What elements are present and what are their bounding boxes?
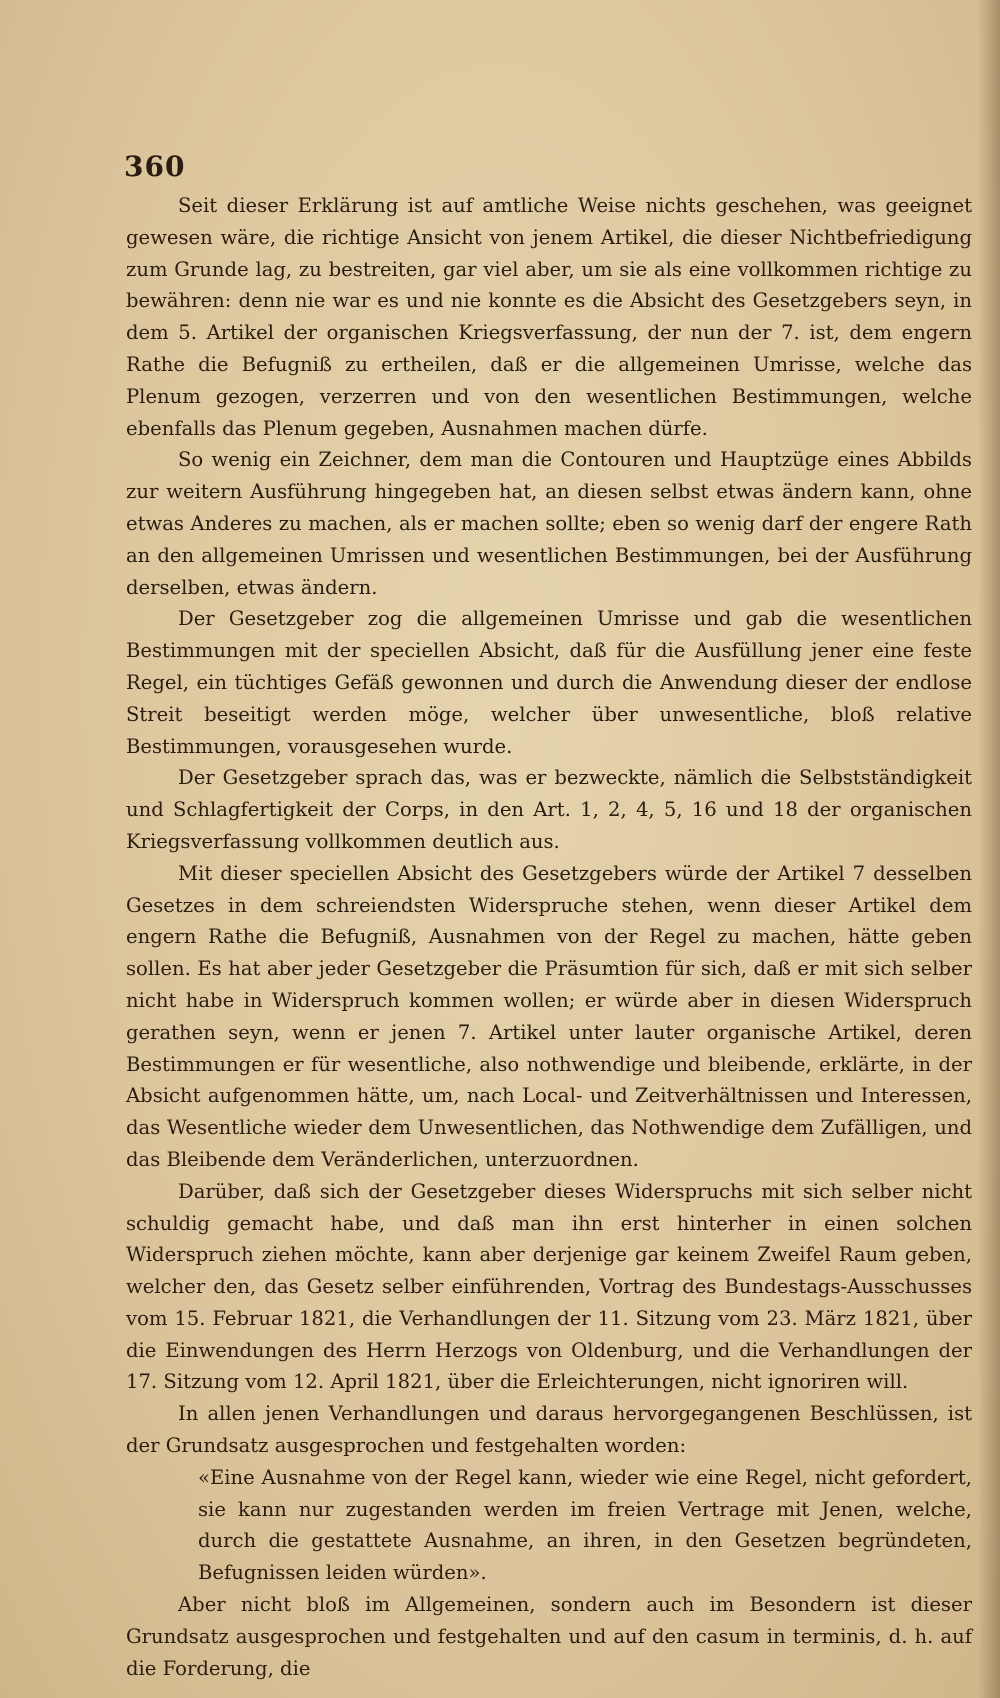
body-text	[126, 190, 972, 1684]
paragraph: Der Gesetzgeber sprach das, was er bezweckte, nämlich die Selbstständigkeit und Schlagfertigkeit der Corps, in den Art. 1, 2, 4, 5, 16 und 18 der organischen Kriegsverfassung vollkommen deutlich aus.	[126, 766, 972, 853]
paragraph: Mit dieser speciellen Absicht des Gesetzgebers würde der Artikel 7 desselben Gesetzes in dem schreiendsten Widerspruche stehen, wenn dieser Artikel dem engern Rathe die Befugniß, Ausnahmen von der Regel zu machen, hätte geben sollen. Es hat aber jeder Gesetzgeber die Präsumtion für sich, daß er mit sich selber nicht habe in Widerspruch kommen wollen; er würde aber in diesen Widerspruch gerathen seyn, wenn er jenen 7. Artikel unter lauter organische Artikel, deren Bestimmungen er für wesentliche, also nothwendige und bleibende, erklärte, in der Absicht aufgenommen hätte, um, nach Local- und Zeitverhältnissen und Interessen, das Wesentliche wieder dem Unwesentlichen, das Nothwendige dem Zufälligen, und das Bleibende dem Veränderlichen, unterzuordnen.	[126, 861, 972, 1171]
paragraph: In allen jenen Verhandlungen und daraus hervorgegangenen Beschlüssen, ist der Grundsatz ausgesprochen und festgehalten worden:	[126, 1402, 972, 1458]
paragraph: So wenig ein Zeichner, dem man die Contouren und Hauptzüge eines Abbilds zur weitern Ausführung hingegeben hat, an diesen selbst etwas ändern kann, ohne etwas Anderes zu machen, als er machen sollte; eben so wenig darf der engere Rath an den allgemeinen Umrissen und wesentlichen Bestimmungen, bei der Ausführung derselben, etwas ändern.	[126, 448, 972, 599]
block-quote: «Eine Ausnahme von der Regel kann, wieder wie eine Regel, nicht gefordert, sie kann nur zugestanden werden im freien Vertrage mit Jenen, welche, durch die gestattete Ausnahme, an ihren, in den Gesetzen begründeten, Befugnissen leiden würden».	[198, 1465, 972, 1585]
paragraph: Seit dieser Erklärung ist auf amtliche Weise nichts geschehen, was geeignet gewesen wäre, die richtige Ansicht von jenem Artikel, die dieser Nichtbefriedigung zum Grunde lag, zu bestreiten, gar viel aber, um sie als eine vollkommen richtige zu bewähren: denn nie war es und nie konnte es die Absicht des Gesetzgebers seyn, in dem 5. Artikel der organischen Kriegsverfassung, der nun der 7. ist, dem engern Rathe die Befugniß zu ertheilen, daß er die allgemeinen Umrisse, welche das Plenum gezogen, verzerren und von den wesentlichen Bestimmungen, welche ebenfalls das Plenum gegeben, Ausnahmen machen dürfe.	[126, 194, 972, 440]
paragraph: Darüber, daß sich der Gesetzgeber dieses Widerspruchs mit sich selber nicht schuldig gemacht habe, und daß man ihn erst hinterher in einen solchen Widerspruch ziehen möchte, kann aber derjenige gar keinem Zweifel Raum geben, welcher den, das Gesetz selber einführenden, Vortrag des Bundestags-Ausschusses vom 15. Februar 1821, die Verhandlungen der 11. Sitzung vom 23. März 1821, über die Einwendungen des Herrn Herzogs von Oldenburg, und die Verhandlungen der 17. Sitzung vom 12. April 1821, über die Erleichterungen, nicht ignoriren will.	[126, 1179, 972, 1394]
page-number: 360	[124, 150, 186, 183]
paragraph: Aber nicht bloß im Allgemeinen, sondern auch im Besondern ist dieser Grundsatz ausgesprochen und festgehalten und auf den casum in terminis, d. h. auf die Forderung, die	[126, 1593, 972, 1680]
paragraph: Der Gesetzgeber zog die allgemeinen Umrisse und gab die wesentlichen Bestimmungen mit der speciellen Absicht, daß für die Ausfüllung jener eine feste Regel, ein tüchtiges Gefäß gewonnen und durch die Anwendung dieser der endlose Streit beseitigt werden möge, welcher über unwesentliche, bloß relative Bestimmungen, vorausgesehen wurde.	[126, 607, 972, 758]
